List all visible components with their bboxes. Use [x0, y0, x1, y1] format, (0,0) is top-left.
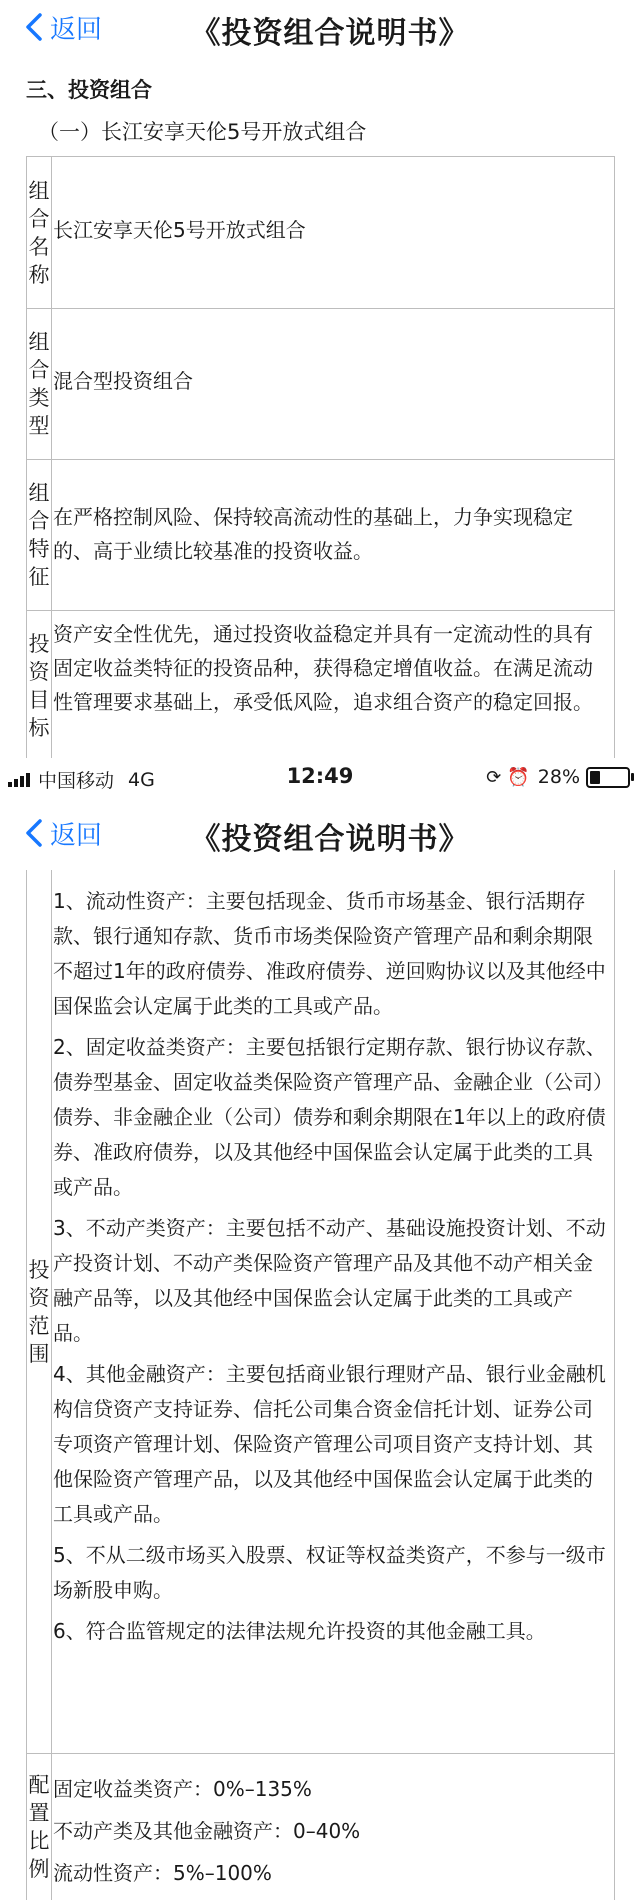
- list-item: 2、固定收益类资产：主要包括银行定期存款、银行协议存款、债券型基金、固定收益类保险资产管理产品、金融企业（公司）债券、非金融企业（公司）债券和剩余期限在1年以上的政府债券、准政府债券，以及其他经中国保监会认定属于此类的工具或产品。: [53, 1035, 606, 1199]
- row-label: 配置比例: [27, 1754, 52, 1900]
- section-heading: 三、投资组合: [26, 78, 152, 102]
- back-label: 返回: [50, 14, 103, 45]
- rotation-lock-icon: ⟳: [486, 766, 502, 788]
- list-item: 3、不动产类资产：主要包括不动产、基础设施投资计划、不动产投资计划、不动产类保险资产管理产品及其他不动产相关金融产品等，以及其他经中国保监会认定属于此类的工具或产品。: [53, 1216, 606, 1345]
- carrier-name: 中国移动: [38, 770, 115, 792]
- list-item: 不动产类及其他金融资产：0–40%: [53, 1819, 361, 1843]
- battery-icon: [586, 767, 630, 788]
- list-item: 4、其他金融资产：主要包括商业银行理财产品、银行业金融机构信贷资产支持证券、信托公司集合资金信托计划、证券公司专项资产管理计划、保险资产管理公司项目资产支持计划、其他保险资产管理产品，以及其他经中国保监会认定属于此类的工具或产品。: [53, 1362, 606, 1526]
- table-row: [27, 1754, 614, 1900]
- list-item: 6、符合监管规定的法律法规允许投资的其他金融工具。: [53, 1619, 546, 1643]
- row-value: 混合型投资组合: [53, 369, 193, 393]
- list-item: 固定收益类资产：0%–135%: [53, 1777, 312, 1801]
- list-item: 流动性资产：5%–100%: [53, 1861, 272, 1885]
- list-item: 5、不从二级市场买入股票、权证等权益类资产，不参与一级市场新股申购。: [53, 1543, 606, 1602]
- row-label: 投资目标: [27, 611, 52, 761]
- row-label: 投资范围: [27, 870, 52, 1753]
- row-value: 长江安享天伦5号开放式组合: [53, 218, 306, 242]
- row-label: 组合类型: [27, 309, 52, 459]
- subsection-heading: （一）长江安享天伦5号开放式组合: [38, 120, 367, 144]
- nav-bar: [0, 0, 640, 54]
- battery-percent: 28%: [537, 766, 580, 788]
- page-title: 《投资组合说明书》: [190, 822, 470, 857]
- table-row: [27, 870, 614, 1754]
- list-item: 1、流动性资产：主要包括现金、货币市场基金、银行活期存款、银行通知存款、货币市场类保险资产管理产品和剩余期限不超过1年的政府债券、准政府债券、逆回购协议以及其他经中国保监会认定属于此类的工具或产品。: [53, 889, 606, 1018]
- nav-bar-2: [0, 806, 640, 860]
- table-row: [27, 309, 614, 460]
- table-row: [27, 157, 614, 309]
- table-row: [27, 460, 614, 611]
- scope-list: [53, 884, 610, 1649]
- allocation-list: [53, 1768, 610, 1894]
- row-value: 在严格控制风险、保持较高流动性的基础上，力争实现稳定的、高于业绩比较基准的投资收益。: [53, 505, 573, 563]
- row-label: 组合特征: [27, 460, 52, 610]
- portfolio-table: [26, 156, 615, 761]
- table-row: [27, 611, 614, 761]
- status-bar: [0, 758, 640, 796]
- alarm-icon: ⏰: [507, 766, 530, 788]
- page-title: 《投资组合说明书》: [190, 16, 470, 51]
- row-label: 组合名称: [27, 157, 52, 308]
- network-type: 4G: [128, 768, 155, 791]
- portfolio-table-2: [26, 870, 615, 1900]
- status-time: 12:49: [286, 764, 354, 788]
- back-label: 返回: [50, 820, 103, 851]
- row-value: 资产安全性优先，通过投资收益稳定并具有一定流动性的具有固定收益类特征的投资品种，获得稳定增值收益。在满足流动性管理要求基础上，承受低风险，追求组合资产的稳定回报。: [53, 622, 593, 714]
